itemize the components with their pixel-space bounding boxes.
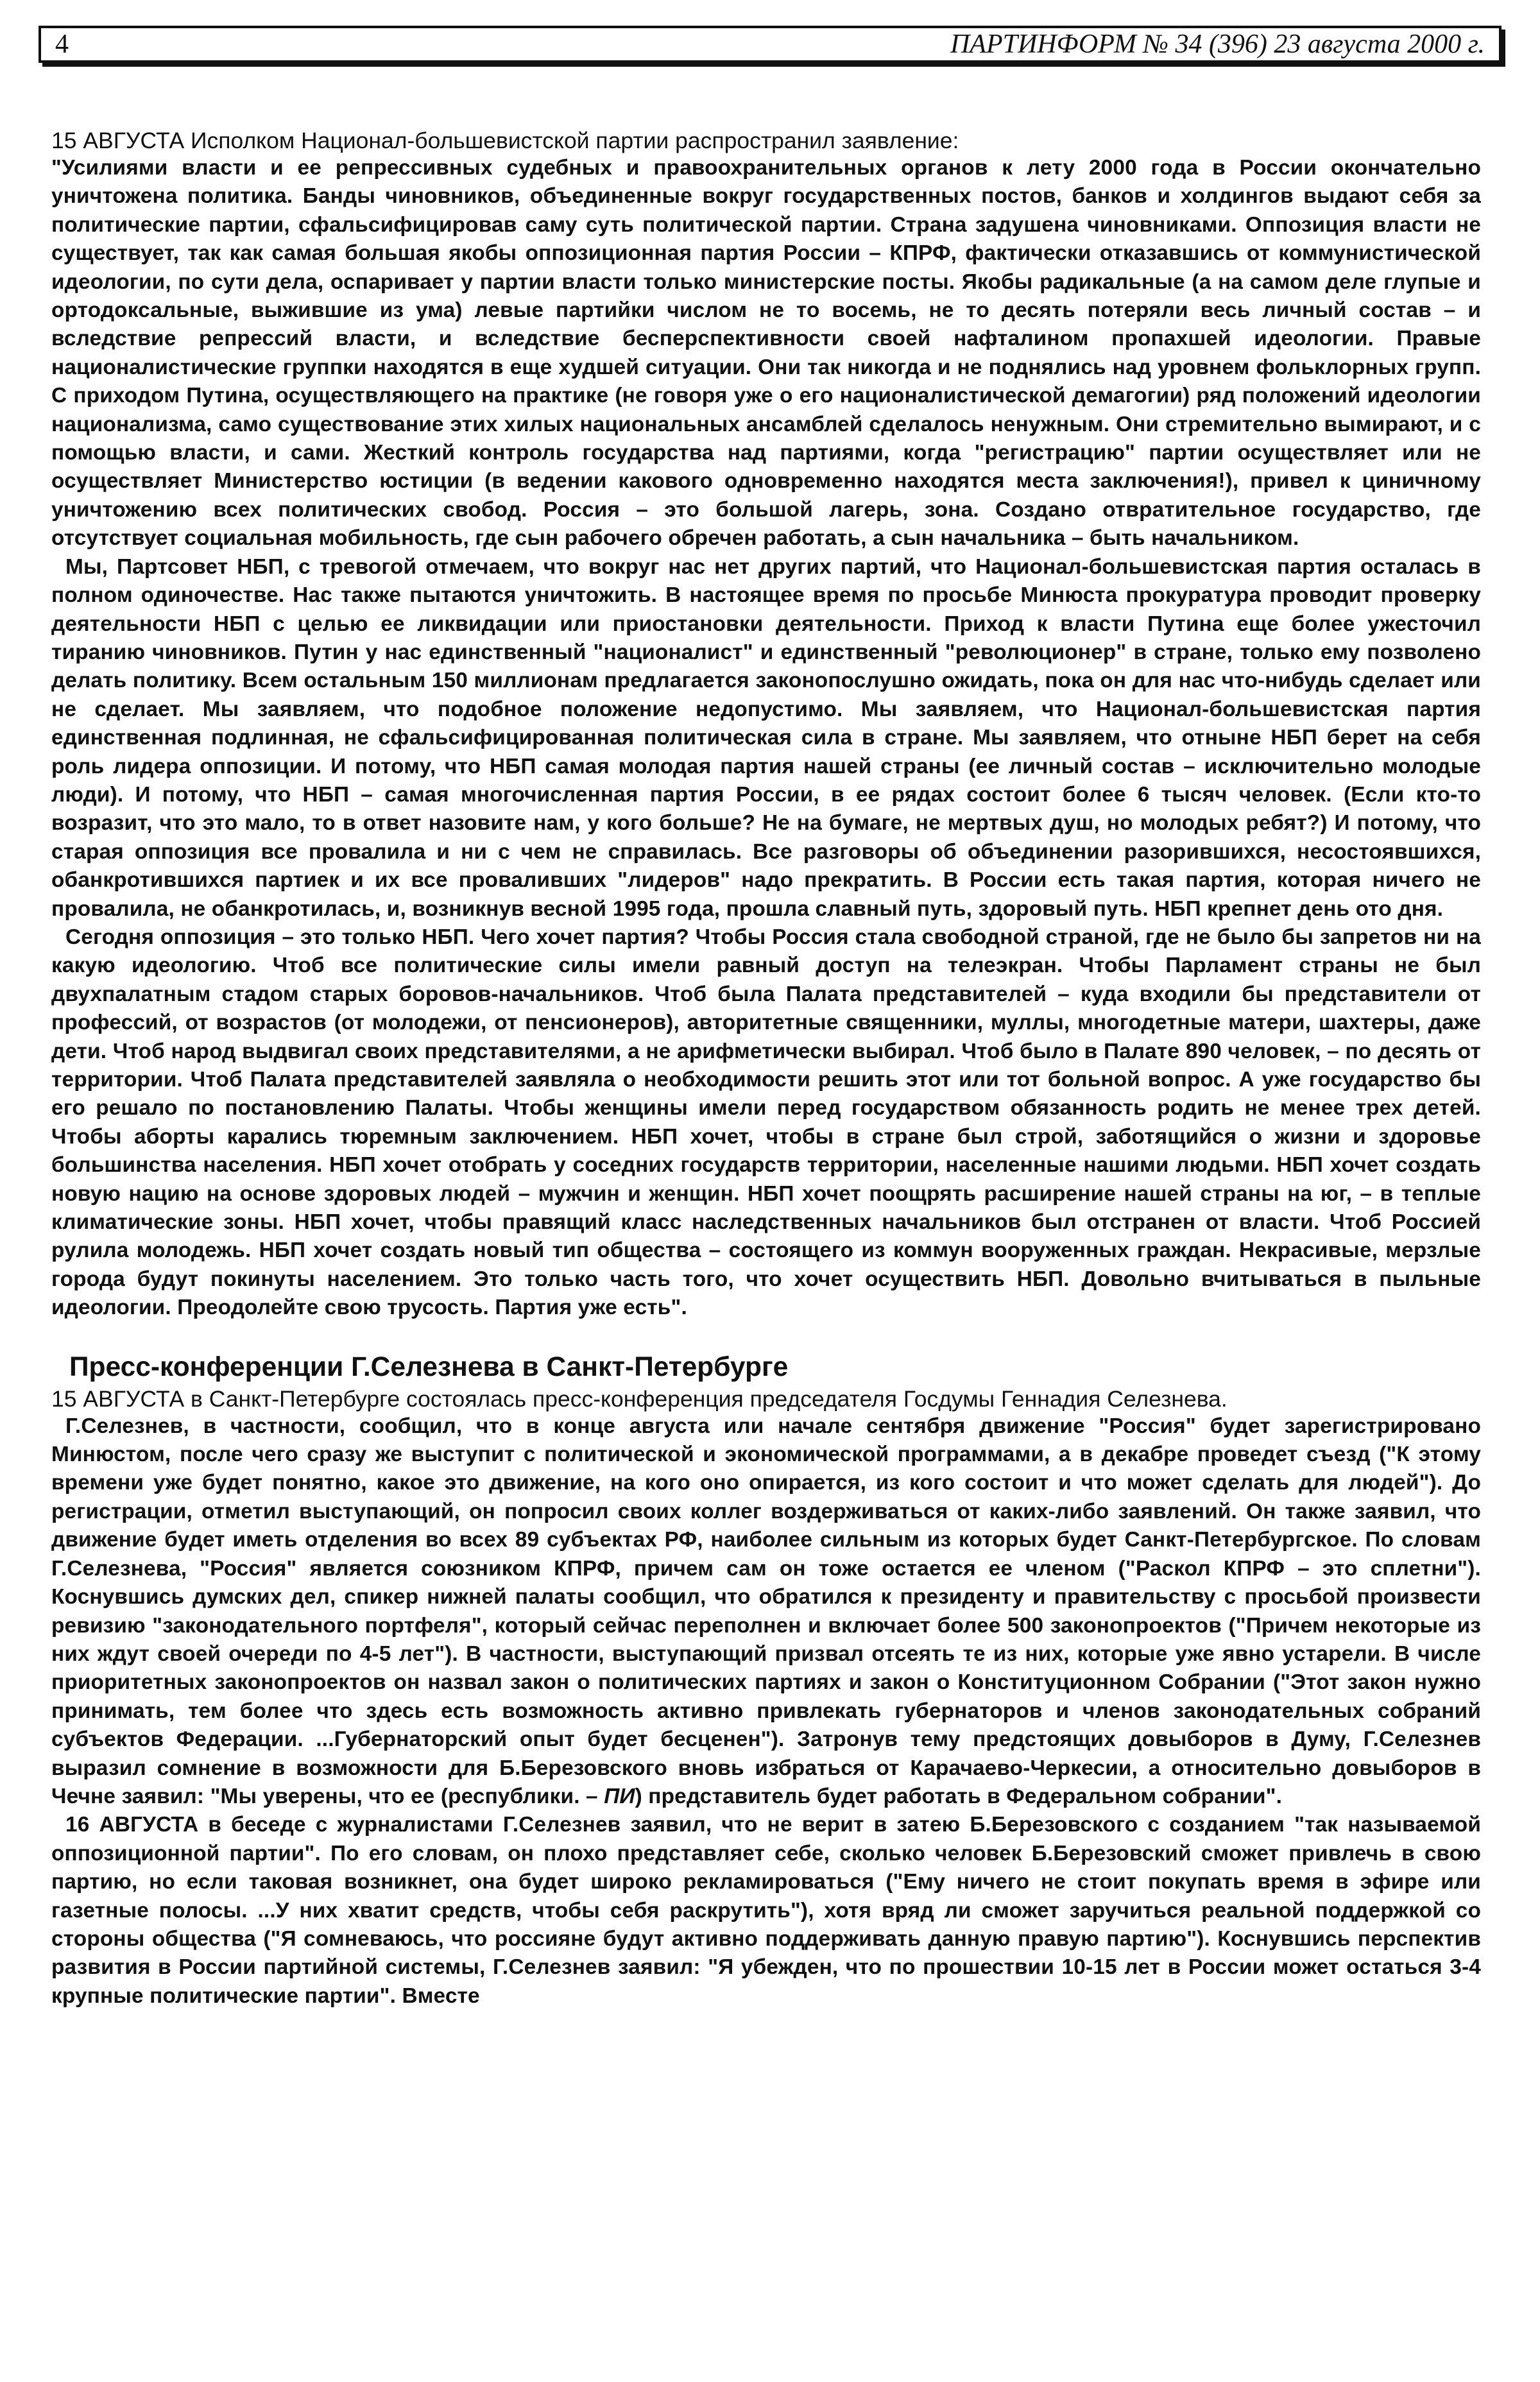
publication-title: ПАРТИНФОРМ № 34 (396) 23 августа 2000 г.	[950, 30, 1485, 59]
page-header	[38, 26, 1502, 63]
page-content	[51, 127, 1481, 2010]
editorial-note: ПИ	[604, 1784, 635, 1808]
article-nbp-statement	[51, 127, 1481, 1323]
article-lead: 15 АВГУСТА Исполком Национал-большевистской партии распространил заявление:	[51, 128, 959, 153]
article-headline: Пресс-конференции Г.Селезнева в Санкт-Петербурге	[69, 1351, 789, 1382]
article-paragraph: 16 АВГУСТА в беседе с журналистами Г.Селезнев заявил, что не верит в затею Б.Березовского с созданием "так называемой оппозиционной партии". По его словам, он плохо представляет себе, сколько человек Б.Березовский сможет привлечь в свою партию, но если таковая возникнет, она будет широко рекламироваться ("Ему ничего не стоит покупать время в эфире или газетные полосы. ...У них хватит средств, чтобы себя раскрутить"), хотя вряд ли сможет заручиться реальной поддержкой со стороны общества ("Я сомневаюсь, что россияне будут активно поддерживать данную правую партию"). Коснувшись перспектив развития в России партийной системы, Г.Селезнев заявил: "Я убежден, что по прошествии 10-15 лет в России может остаться 3-4 крупные политические партии". Вместе	[51, 1813, 1481, 2008]
article-seleznev-press-conference	[51, 1352, 1481, 2011]
article-paragraph	[51, 1412, 1481, 1812]
article-paragraph: Мы, Партсовет НБП, с тревогой отмечаем, что вокруг нас нет других партий, что Национал-большевистская партия осталась в полном одиночестве. Нас также пытаются уничтожить. В настоящее время по просьбе Минюста прокуратура проводит проверку деятельности НБП с целью ее ликвидации или приостановки деятельности. Приход к власти Путина еще более ужесточил тиранию чиновников. Путин у нас единственный "националист" и единственный "революционер" в стране, только ему позволено делать политику. Всем остальным 150 миллионам предлагается законопослушно ожидать, пока он для нас что-нибудь сделает или не сделает. Мы заявляем, что подобное положение недопустимо. Мы заявляем, что Национал-большевистская партия единственная подлинная, не сфальсифицированная политическая сила в стране. Мы заявляем, что отныне НБП берет на себя роль лидера оппозиции. И потому, что НБП самая молодая партия нашей страны (ее личный состав – исключительно молодые люди). И потому, что НБП – самая многочисленная партия России, в ее рядах состоит более 6 тысяч человек. (Если кто-то возразит, что это мало, то в ответ назовите нам, у кого больше? Не на бумаге, не мертвых душ, но молодых ребят?) И потому, что старая оппозиция все провалила и ни с чем не справилась. Все разговоры об объединении разорившихся, несостоявшихся, обанкротившихся партиек и их все проваливших "лидеров" надо прекратить. В России есть такая партия, которая ничего не провалила, не обанкротилась, и, возникнув весной 1995 года, прошла славный путь, здоровый путь. НБП крепнет день ото дня.	[51, 554, 1481, 921]
paragraph-text-tail: ) представитель будет работать в Федеральном собрании".	[635, 1784, 1283, 1808]
newspaper-page	[38, 26, 1502, 2008]
page-number: 4	[55, 30, 69, 59]
article-paragraph: "Усилиями власти и ее репрессивных судебных и правоохранительных органов к лету 2000 года в России окончательно уничтожена политика. Банды чиновников, объединенные вокруг государственных постов, банков и холдингов выдают себя за политические партии, сфальсифицировав саму суть политической партии. Страна задушена чиновниками. Оппозиция власти не существует, так как самая большая якобы оппозиционная партия России – КПРФ, фактически отказавшись от коммунистической идеологии, по сути дела, оспаривает у партии власти только министерские посты. Якобы радикальные (а на самом деле глупые и ортодоксальные, выжившие из ума) левые партийки числом не то восемь, не то десять потеряли весь личный состав – и вследствие репрессий власти, и вследствие бесперспективности своей нафталином пропахшей идеологии. Правые националистические группки находятся в еще худшей ситуации. Они так никогда и не поднялись над уровнем фольклорных групп. С приходом Путина, осуществляющего на практике (не говоря уже о его националистической демагогии) ряд положений идеологии национализма, само существование этих хилых национальных ансамблей сделалось ненужным. Они стремительно вымирают, и с помощью власти, и сами. Жесткий контроль государства над партиями, когда "регистрацию" партии осуществляет или не осуществляет Министерство юстиции (в ведении какового одновременно находятся места заключения!), привел к циничному уничтожению всех политических свобод. Россия – это большой лагерь, зона. Создано отвратительное государство, где отсутствует социальная мобильность, где сын рабочего обречен работать, а сын начальника – быть начальником.	[51, 156, 1481, 551]
paragraph-text: Г.Селезнев, в частности, сообщил, что в конце августа или начале сентября движение "Россия" будет зарегистрировано Минюстом, после чего сразу же выступит с политической и экономической программами, а в декабре проведет съезд ("К этому времени уже будет понятно, какое это движение, на кого оно опирается, из кого состоит и что может сделать для людей"). До регистрации, отметил выступающий, он попросил своих коллег воздерживаться от каких-либо заявлений. Он также заявил, что движение будет иметь отделения во всех 89 субъектах РФ, наиболее сильным из которых будет Санкт-Петербургское. По словам Г.Селезнева, "Россия" является союзником КПРФ, причем сам он тоже остается ее членом ("Раскол КПРФ – это сплетни"). Коснувшись думских дел, спикер нижней палаты сообщил, что обратился к президенту и правительству с просьбой произвести ревизию "законодательного портфеля", который сейчас переполнен и включает более 500 законопроектов ("Причем некоторые из них ждут своей очереди по 4-5 лет"). В частности, выступающий призвал отсеять те из них, которые уже явно устарели. В числе приоритетных законопроектов он назвал закон о политических партиях и закон о Конституционном Собрании ("Этот закон нужно принимать, тем более что здесь есть возможность активно привлекать губернаторов и членов законодательных собраний субъектов Федерации. ...Губернаторский опыт будет бесценен"). Затронув тему предстоящих довыборов в Думу, Г.Селезнев выразил сомнение в возможности для Б.Березовского вновь избраться от Карачаево-Черкесии, а относительно довыборов в Чечне заявил: "Мы уверены, что ее (республики. –	[51, 1414, 1481, 1808]
article-paragraph: Сегодня оппозиция – это только НБП. Чего хочет партия? Чтобы Россия стала свободной страной, где не было бы запретов ни на какую идеологию. Чтоб все политические силы имели равный доступ на телеэкран. Чтобы Парламент страны не был двухпалатным стадом старых боровов-начальников. Чтоб была Палата представителей – куда входили бы представители от профессий, от возрастов (от молодежи, от пенсионеров), авторитетные священники, муллы, многодетные матери, шахтеры, даже дети. Чтоб народ выдвигал своих представителями, а не арифметически выбирал. Чтоб было в Палате 890 человек, – по десять от территории. Чтоб Палата представителей заявляла о необходимости решить этот или тот больной вопрос. А уже государство бы его решало по постановлению Палаты. Чтобы женщины имели перед государством обязанность родить не менее трех детей. Чтобы аборты карались тюремным заключением. НБП хочет, чтобы в стране был строй, заботящийся о жизни и здоровье большинства населения. НБП хочет отобрать у соседних государств территории, населенные нашими людьми. НБП хочет создать новую нацию на основе здоровых людей – мужчин и женщин. НБП хочет поощрять расширение нашей страны на юг, – в теплые климатические зоны. НБП хочет, чтобы правящий класс наследственных начальников был отстранен от власти. Чтоб Россией рулила молодежь. НБП хочет создать новый тип общества – состоящего из коммун вооруженных граждан. Некрасивые, мерзлые города будут покинуты населением. Это только часть того, что хочет осуществить НБП. Довольно вчитываться в пыльные идеологии. Преодолейте свою трусость. Партия уже есть".	[51, 925, 1481, 1320]
article-lead: 15 АВГУСТА в Санкт-Петербурге состоялась пресс-конференция председателя Госдумы Геннадия Селезнева.	[51, 1385, 1228, 1412]
